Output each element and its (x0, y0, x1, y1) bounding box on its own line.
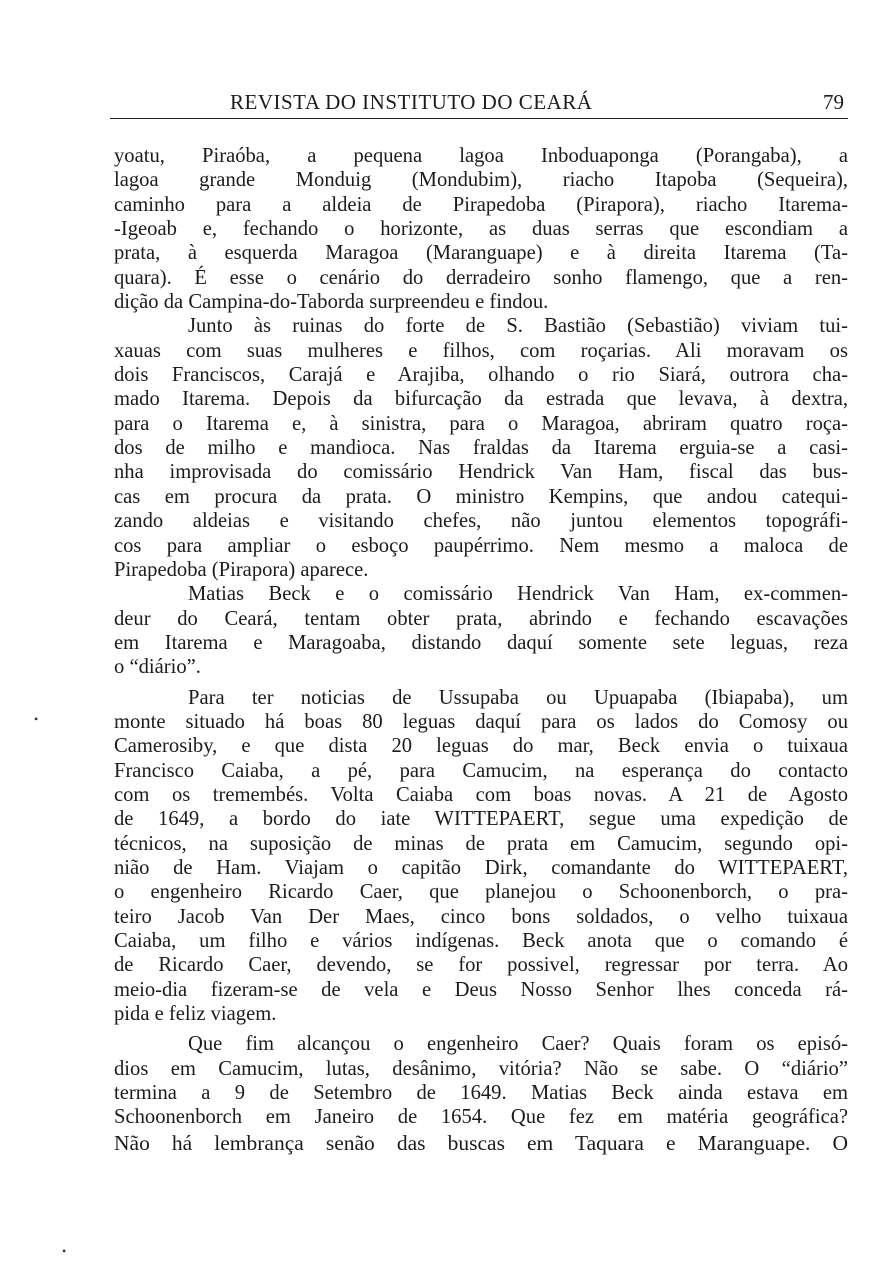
text-line: xauas com suas mulheres e filhos, com roçarias. Ali moravam os (114, 339, 848, 362)
text-line: dos de milho e mandioca. Nas fraldas da Itarema erguia-se a casi- (114, 437, 848, 460)
text-line: o “diário”. (114, 656, 201, 679)
text-line: de 1649, a bordo do iate WITTEPAERT, segue uma expedição de (114, 808, 848, 831)
text-line: dição da Campina-do-Taborda surpreendeu e findou. (114, 291, 549, 314)
text-line: lagoa grande Monduig (Mondubim), riacho Itapoba (Sequeira), (114, 169, 848, 192)
text-line: dois Franciscos, Carajá e Arajiba, olhando o rio Siará, outrora cha- (114, 364, 848, 387)
text-line: prata, à esquerda Maragoa (Maranguape) e à direita Itarema (Ta- (114, 242, 848, 265)
text-line: deur do Ceará, tentam obter prata, abrindo e fechando escavações (114, 607, 848, 630)
text-line: Pirapedoba (Pirapora) aparece. (114, 558, 369, 581)
text-line: mado Itarema. Depois da bifurcação da estrada que levava, à dextra, (114, 388, 848, 411)
text-line: meio-dia fizeram-se de vela e Deus Nosso Senhor lhes conceda rá- (114, 978, 848, 1001)
text-line: Matias Beck e o comissário Hendrick Van Ham, ex-commen- (188, 583, 848, 606)
text-line: monte situado há boas 80 leguas daquí para os lados do Comosy ou (114, 710, 848, 733)
text-line: zando aldeias e visitando chefes, não juntou elementos topográfi- (114, 510, 848, 533)
margin-dot: • (62, 1244, 67, 1258)
text-line: Para ter noticias de Ussupaba ou Upuapaba (Ibiapaba), um (188, 686, 848, 709)
text-line: caminho para a aldeia de Pirapedoba (Pirapora), riacho Itarema- (114, 193, 848, 216)
text-line: Não há lembrança senão das buscas em Taquara e Maranguape. O (114, 1130, 848, 1155)
text-line: termina a 9 de Setembro de 1649. Matias Beck ainda estava em (114, 1082, 848, 1105)
text-line: Schoonenborch em Janeiro de 1654. Que fez em matéria geográfica? (114, 1106, 848, 1129)
margin-dot: • (34, 712, 39, 726)
text-line: Caiaba, um filho e vários indígenas. Beck anota que o comando é (114, 930, 848, 952)
text-line: nha improvisada do comissário Hendrick Van Ham, fiscal das bus- (114, 461, 848, 484)
text-line: -Igeoab e, fechando o horizonte, as duas serras que escondiam a (114, 218, 848, 241)
text-line: em Itarema e Maragoaba, distando daquí somente sete leguas, reza (114, 631, 848, 654)
text-line: Francisco Caiaba, a pé, para Camucim, na esperança do contacto (114, 759, 848, 782)
text-line: cos para ampliar o esboço paupérrimo. Nem mesmo a maloca de (114, 534, 848, 557)
text-line: Junto às ruinas do forte de S. Bastião (Sebastião) viviam tui- (188, 315, 848, 338)
text-line: cas em procura da prata. O ministro Kempins, que andou catequi- (114, 485, 848, 508)
text-line: Camerosiby, e que dista 20 leguas do mar, Beck envia o tuixaua (114, 735, 848, 758)
running-header (110, 88, 848, 119)
text-line: Que fim alcançou o engenheiro Caer? Quais foram os episó- (188, 1033, 848, 1056)
page-number: 79 (823, 90, 844, 114)
text-line: nião de Ham. Viajam o capitão Dirk, comandante do WITTEPAERT, (114, 856, 848, 879)
text-line: para o Itarema e, à sinistra, para o Maragoa, abriram quatro roça- (114, 412, 848, 435)
text-line: técnicos, na suposição de minas de prata em Camucim, segundo opi- (114, 832, 848, 855)
text-line: o engenheiro Ricardo Caer, que planejou o Schoonenborch, o pra- (114, 881, 848, 904)
text-line: yoatu, Piraóba, a pequena lagoa Inboduaponga (Porangaba), a (114, 145, 848, 167)
journal-title: REVISTA DO INSTITUTO DO CEARÁ (230, 90, 593, 114)
text-line: com os tremembés. Volta Caiaba com boas novas. A 21 de Agosto (114, 783, 848, 806)
text-line: quara). É esse o cenário do derradeiro sonho flamengo, que a ren- (114, 266, 848, 289)
text-line: dios em Camucim, lutas, desânimo, vitória? Não se sabe. O “diário” (114, 1057, 848, 1080)
text-line: de Ricardo Caer, devendo, se for possivel, regressar por terra. Ao (114, 954, 848, 977)
text-line: teiro Jacob Van Der Maes, cinco bons soldados, o velho tuixaua (114, 905, 848, 928)
body-text (114, 144, 848, 1156)
text-line: pida e feliz viagem. (114, 1003, 277, 1026)
